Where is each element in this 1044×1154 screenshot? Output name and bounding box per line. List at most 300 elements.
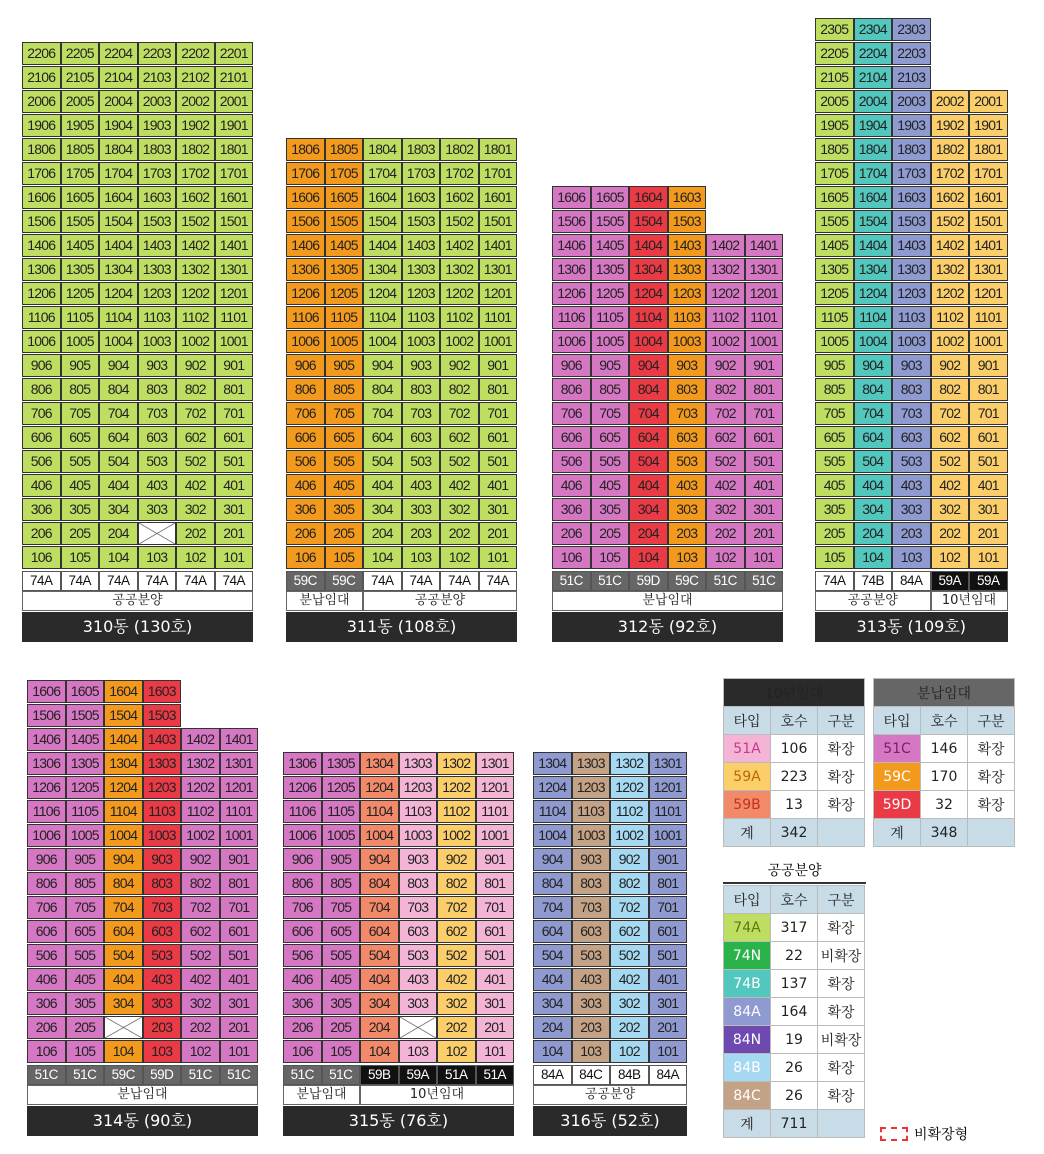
unit-cell: 502 — [176, 450, 215, 473]
unit-cell: 103 — [143, 1040, 182, 1063]
unit-cell: 802 — [440, 378, 479, 401]
legend-total-empty — [818, 819, 865, 847]
legend-type-51C: 51C — [874, 735, 921, 763]
unit-cell: 1003 — [399, 824, 438, 847]
unit-cell: 806 — [552, 378, 591, 401]
unit-cell: 506 — [552, 450, 591, 473]
unit-cell: 202 — [176, 522, 215, 545]
unit-cell: 1006 — [22, 330, 61, 353]
unit-cell: 1103 — [399, 800, 438, 823]
unit-cell: 1501 — [969, 210, 1008, 233]
unit-cell: 705 — [325, 402, 364, 425]
unit-cell: 801 — [745, 378, 784, 401]
unit-cell: 1005 — [322, 824, 361, 847]
unit-cell: 605 — [325, 426, 364, 449]
unit-cell: 904 — [363, 354, 402, 377]
unit-cell: 1105 — [66, 800, 105, 823]
unit-cell: 1806 — [22, 138, 61, 161]
unit-cell: 306 — [22, 498, 61, 521]
unit-cell: 1803 — [892, 138, 931, 161]
legend-type-84N: 84N — [724, 1026, 771, 1054]
floor-row — [815, 282, 1008, 306]
unit-cell: 1003 — [572, 824, 611, 847]
unit-cell: 1906 — [22, 114, 61, 137]
floor-row — [815, 66, 1008, 90]
unit-cell: 1205 — [325, 282, 364, 305]
unit-cell: 1305 — [591, 258, 630, 281]
unit-cell: 505 — [815, 450, 854, 473]
unit-cell: 805 — [325, 378, 364, 401]
unit-cell: 2103 — [138, 66, 177, 89]
unit-cell: 504 — [854, 450, 893, 473]
unit-cell: 606 — [552, 426, 591, 449]
unit-cell: 302 — [706, 498, 745, 521]
unit-cell: 1404 — [363, 234, 402, 257]
unit-cell: 604 — [104, 920, 143, 943]
supply-type-row — [27, 1085, 258, 1105]
floor-row — [27, 680, 258, 704]
type-row — [815, 571, 1008, 591]
unit-cell: 1101 — [215, 306, 254, 329]
unit-cell: 406 — [552, 474, 591, 497]
unit-cell: 105 — [61, 546, 100, 569]
unit-cell: 801 — [476, 872, 515, 895]
unit-cell: 1401 — [220, 728, 259, 751]
floor-row — [552, 186, 783, 210]
unit-cell: 504 — [363, 450, 402, 473]
floor-row — [22, 426, 253, 450]
empty-slot — [969, 18, 1008, 41]
unit-type-cell: 51A — [476, 1065, 515, 1085]
unit-cell: 501 — [479, 450, 518, 473]
unit-cell: 204 — [629, 522, 668, 545]
legend-type-51A: 51A — [724, 735, 771, 763]
floor-row — [286, 330, 517, 354]
unit-cell: 201 — [220, 1016, 259, 1039]
unit-cell: 304 — [363, 498, 402, 521]
unit-cell: 501 — [745, 450, 784, 473]
unit-cell: 105 — [325, 546, 364, 569]
unit-type-cell: 74A — [479, 571, 518, 591]
unit-cell: 803 — [402, 378, 441, 401]
unit-cell: 1104 — [99, 306, 138, 329]
legend-type-59B: 59B — [724, 791, 771, 819]
floor-row — [286, 426, 517, 450]
unit-type-cell: 59C — [668, 571, 707, 591]
unit-cell: 1402 — [181, 728, 220, 751]
unit-cell: 603 — [399, 920, 438, 943]
unit-cell: 401 — [479, 474, 518, 497]
floor-row — [552, 330, 783, 354]
unit-cell: 102 — [706, 546, 745, 569]
unit-cell: 1301 — [479, 258, 518, 281]
unit-cell: 502 — [181, 944, 220, 967]
unit-cell: 1206 — [27, 776, 66, 799]
unit-cell: 404 — [854, 474, 893, 497]
unit-cell: 1905 — [815, 114, 854, 137]
unit-cell: 601 — [745, 426, 784, 449]
legend-bunnap-table — [873, 678, 1015, 847]
unit-cell: 1304 — [363, 258, 402, 281]
unit-cell: 401 — [215, 474, 254, 497]
floor-row — [27, 896, 258, 920]
unit-cell: 506 — [283, 944, 322, 967]
empty-slot — [706, 186, 745, 209]
unit-cell: 1902 — [931, 114, 970, 137]
unit-cell: 1004 — [533, 824, 572, 847]
unit-cell: 1905 — [61, 114, 100, 137]
unit-cell: 202 — [706, 522, 745, 545]
unit-cell: 301 — [476, 992, 515, 1015]
unit-cell: 302 — [610, 992, 649, 1015]
floor-row — [286, 282, 517, 306]
unit-cell: 403 — [399, 968, 438, 991]
unit-cell: 1002 — [176, 330, 215, 353]
unit-cell: 605 — [61, 426, 100, 449]
unit-cell: 303 — [668, 498, 707, 521]
unit-cell: 703 — [143, 896, 182, 919]
unit-cell: 2001 — [215, 90, 254, 113]
unit-cell: 501 — [476, 944, 515, 967]
supply-type-label: 공공분양 — [22, 591, 253, 611]
unit-cell: 2105 — [61, 66, 100, 89]
unit-cell: 2005 — [61, 90, 100, 113]
floor-row — [552, 306, 783, 330]
unit-cell: 101 — [649, 1040, 688, 1063]
unit-cell: 1004 — [104, 824, 143, 847]
type-row — [286, 571, 517, 591]
unit-cell: 803 — [143, 872, 182, 895]
legend-total-label: 계 — [724, 1110, 771, 1138]
unit-cell: 1305 — [66, 752, 105, 775]
floor-row — [815, 450, 1008, 474]
unit-cell: 1502 — [931, 210, 970, 233]
unit-cell: 705 — [591, 402, 630, 425]
unit-cell: 803 — [138, 378, 177, 401]
unit-cell: 1303 — [138, 258, 177, 281]
unit-cell: 1003 — [892, 330, 931, 353]
unit-cell: 503 — [572, 944, 611, 967]
floor-row — [552, 258, 783, 282]
unit-type-cell: 84C — [572, 1065, 611, 1085]
unit-cell: 1401 — [969, 234, 1008, 257]
legend-count: 170 — [921, 763, 968, 791]
unit-cell: 1404 — [629, 234, 668, 257]
unit-cell: 2002 — [931, 90, 970, 113]
building-name: 311동 (108호) — [286, 612, 517, 642]
unit-cell: 204 — [533, 1016, 572, 1039]
empty-slot — [181, 680, 220, 703]
unit-cell: 804 — [104, 872, 143, 895]
legend-count: 164 — [771, 998, 818, 1026]
unit-cell: 106 — [283, 1040, 322, 1063]
floor-row — [286, 546, 517, 570]
building-name: 316동 (52호) — [533, 1106, 687, 1136]
unit-cell: 404 — [104, 968, 143, 991]
unit-type-cell: 74A — [61, 571, 100, 591]
unit-cell: 1001 — [220, 824, 259, 847]
unit-cell: 101 — [969, 546, 1008, 569]
unit-cell: 1603 — [402, 186, 441, 209]
unit-cell: 702 — [931, 402, 970, 425]
legend-kind: 확장 — [968, 735, 1015, 763]
floor-row — [283, 752, 514, 776]
unit-cell: 1701 — [479, 162, 518, 185]
legend-total-empty — [818, 1110, 865, 1138]
unit-cell: 1006 — [27, 824, 66, 847]
unit-cell: 1005 — [66, 824, 105, 847]
floor-row — [283, 968, 514, 992]
floor-row — [22, 234, 253, 258]
unit-cell: 404 — [363, 474, 402, 497]
unit-cell: 704 — [360, 896, 399, 919]
empty-slot — [706, 210, 745, 233]
unit-cell: 205 — [61, 522, 100, 545]
unit-cell: 901 — [649, 848, 688, 871]
legend-header-type: 타입 — [724, 707, 771, 735]
unit-cell: 304 — [629, 498, 668, 521]
unit-cell: 205 — [591, 522, 630, 545]
unit-cell: 1005 — [591, 330, 630, 353]
legend-kind: 확장 — [818, 970, 865, 998]
legend-count: 19 — [771, 1026, 818, 1054]
unit-cell: 601 — [476, 920, 515, 943]
unit-cell: 1502 — [440, 210, 479, 233]
building-name: 310동 (130호) — [22, 612, 253, 642]
unit-type-cell: 51C — [322, 1065, 361, 1085]
unit-cell: 1804 — [99, 138, 138, 161]
unit-cell: 105 — [815, 546, 854, 569]
unit-cell: 1402 — [706, 234, 745, 257]
unit-cell: 104 — [360, 1040, 399, 1063]
unit-cell: 602 — [706, 426, 745, 449]
unit-type-cell: 51C — [283, 1065, 322, 1085]
unit-cell: 1706 — [22, 162, 61, 185]
unit-cell: 1005 — [61, 330, 100, 353]
unit-cell: 1104 — [104, 800, 143, 823]
unit-cell: 906 — [27, 848, 66, 871]
legend-total-count: 711 — [771, 1110, 818, 1138]
unit-cell: 1205 — [66, 776, 105, 799]
unit-cell: 702 — [176, 402, 215, 425]
unit-cell: 1705 — [325, 162, 364, 185]
floor-row — [22, 210, 253, 234]
unit-type-cell: 59C — [104, 1065, 143, 1085]
unit-cell: 804 — [360, 872, 399, 895]
unit-cell: 701 — [649, 896, 688, 919]
unit-cell: 1703 — [892, 162, 931, 185]
unit-cell: 902 — [437, 848, 476, 871]
legend-bunnap-title: 분납임대 — [874, 679, 1015, 707]
floor-row — [552, 450, 783, 474]
legend-kind: 확장 — [968, 791, 1015, 819]
unit-cell: 101 — [476, 1040, 515, 1063]
unit-cell: 402 — [181, 968, 220, 991]
unit-cell: 1106 — [286, 306, 325, 329]
unit-cell: 804 — [363, 378, 402, 401]
floor-row — [27, 848, 258, 872]
unit-cell: 305 — [325, 498, 364, 521]
unit-cell: 302 — [440, 498, 479, 521]
unit-cell: 405 — [61, 474, 100, 497]
unit-cell: 1602 — [440, 186, 479, 209]
unit-cell: 1404 — [99, 234, 138, 257]
unit-type-cell: 51A — [437, 1065, 476, 1085]
unit-type-cell: 84A — [892, 571, 931, 591]
unit-cell: 1306 — [552, 258, 591, 281]
unit-cell: 504 — [533, 944, 572, 967]
unit-cell: 801 — [215, 378, 254, 401]
unit-cell: 106 — [552, 546, 591, 569]
floor-row — [27, 728, 258, 752]
unit-cell: 1301 — [969, 258, 1008, 281]
unit-cell: 1802 — [931, 138, 970, 161]
unit-cell: 603 — [668, 426, 707, 449]
floor-row — [27, 1040, 258, 1064]
unit-cell: 304 — [533, 992, 572, 1015]
unit-cell: 906 — [552, 354, 591, 377]
legend-note-text: 비확장형 — [914, 1127, 969, 1143]
unit-cell: 1004 — [629, 330, 668, 353]
empty-slot — [931, 66, 970, 89]
floor-row — [27, 968, 258, 992]
supply-type-label: 공공분양 — [363, 591, 517, 611]
legend-rent10-title: 10년임대 — [724, 679, 865, 707]
building-310 — [22, 42, 253, 642]
unit-cell: 1504 — [854, 210, 893, 233]
unit-cell: 1605 — [815, 186, 854, 209]
building-name: 313동 (109호) — [815, 612, 1008, 642]
unit-cell: 904 — [533, 848, 572, 871]
unit-cell: 803 — [892, 378, 931, 401]
unit-type-cell: 74A — [815, 571, 854, 591]
supply-type-row — [286, 591, 517, 611]
unit-cell: 401 — [649, 968, 688, 991]
floor-row — [286, 354, 517, 378]
floor-row — [815, 90, 1008, 114]
building-316 — [533, 752, 687, 1136]
unit-cell: 1503 — [668, 210, 707, 233]
unit-type-cell: 74A — [99, 571, 138, 591]
supply-type-row — [283, 1085, 514, 1105]
unit-cell: 304 — [104, 992, 143, 1015]
unit-cell: 204 — [99, 522, 138, 545]
unit-cell: 1503 — [143, 704, 182, 727]
floor-row — [27, 992, 258, 1016]
unit-cell: 1102 — [181, 800, 220, 823]
unit-type-cell: 74A — [22, 571, 61, 591]
supply-type-label: 공공분양 — [533, 1085, 687, 1105]
unit-cell: 501 — [215, 450, 254, 473]
empty-slot — [745, 186, 784, 209]
unit-cell: 1506 — [552, 210, 591, 233]
unit-cell: 1303 — [892, 258, 931, 281]
unit-cell: 1702 — [931, 162, 970, 185]
empty-slot — [220, 704, 259, 727]
floor-row — [552, 474, 783, 498]
legend-count: 137 — [771, 970, 818, 998]
unit-cell: 901 — [745, 354, 784, 377]
unit-cell: 503 — [143, 944, 182, 967]
building-name: 312동 (92호) — [552, 612, 783, 642]
unit-cell: 604 — [360, 920, 399, 943]
legend-count: 32 — [921, 791, 968, 819]
supply-type-label: 분납임대 — [552, 591, 783, 611]
unit-cell: 1204 — [99, 282, 138, 305]
unit-cell: 2003 — [138, 90, 177, 113]
unit-cell: 1102 — [931, 306, 970, 329]
legend-header-count: 호수 — [771, 707, 818, 735]
unit-cell: 303 — [402, 498, 441, 521]
unit-cell: 1504 — [99, 210, 138, 233]
unit-cell: 1203 — [138, 282, 177, 305]
legend-kind: 확장 — [818, 735, 865, 763]
unit-cell: 202 — [931, 522, 970, 545]
unit-cell: 1301 — [745, 258, 784, 281]
unit-cell: 1704 — [363, 162, 402, 185]
unit-cell: 1506 — [22, 210, 61, 233]
unit-cell: 101 — [745, 546, 784, 569]
floor-row — [283, 1016, 514, 1040]
unit-cell: 1302 — [176, 258, 215, 281]
unit-cell: 601 — [969, 426, 1008, 449]
unit-cell: 1801 — [215, 138, 254, 161]
unit-cell: 1401 — [745, 234, 784, 257]
unit-cell: 1304 — [533, 752, 572, 775]
unit-cell: 102 — [181, 1040, 220, 1063]
floor-row — [22, 522, 253, 546]
floor-row — [283, 824, 514, 848]
unit-cell: 2204 — [99, 42, 138, 65]
unit-cell: 1001 — [479, 330, 518, 353]
unit-cell: 1203 — [668, 282, 707, 305]
unit-cell: 1705 — [815, 162, 854, 185]
unit-type-cell: 74A — [440, 571, 479, 591]
unit-cell: 1103 — [572, 800, 611, 823]
unit-cell: 1604 — [629, 186, 668, 209]
no-unit-cell — [104, 1016, 143, 1039]
unit-cell: 1601 — [215, 186, 254, 209]
unit-cell: 402 — [610, 968, 649, 991]
unit-cell: 206 — [283, 1016, 322, 1039]
unit-cell: 1801 — [479, 138, 518, 161]
unit-cell: 1404 — [854, 234, 893, 257]
unit-cell: 1604 — [99, 186, 138, 209]
unit-cell: 302 — [181, 992, 220, 1015]
unit-cell: 101 — [479, 546, 518, 569]
unit-cell: 1003 — [138, 330, 177, 353]
unit-cell: 1201 — [479, 282, 518, 305]
unit-cell: 1004 — [360, 824, 399, 847]
legend-count: 223 — [771, 763, 818, 791]
floor-row — [22, 474, 253, 498]
unit-cell: 101 — [215, 546, 254, 569]
building-name: 314동 (90호) — [27, 1106, 258, 1136]
floor-row — [815, 186, 1008, 210]
unit-cell: 903 — [402, 354, 441, 377]
unit-cell: 1203 — [572, 776, 611, 799]
floor-row — [286, 378, 517, 402]
floor-row — [552, 546, 783, 570]
unit-cell: 605 — [66, 920, 105, 943]
legend-kind: 확장 — [818, 1082, 865, 1110]
unit-cell: 802 — [706, 378, 745, 401]
unit-cell: 1101 — [476, 800, 515, 823]
unit-cell: 505 — [591, 450, 630, 473]
unit-cell: 801 — [969, 378, 1008, 401]
unit-cell: 905 — [325, 354, 364, 377]
unit-cell: 804 — [99, 378, 138, 401]
